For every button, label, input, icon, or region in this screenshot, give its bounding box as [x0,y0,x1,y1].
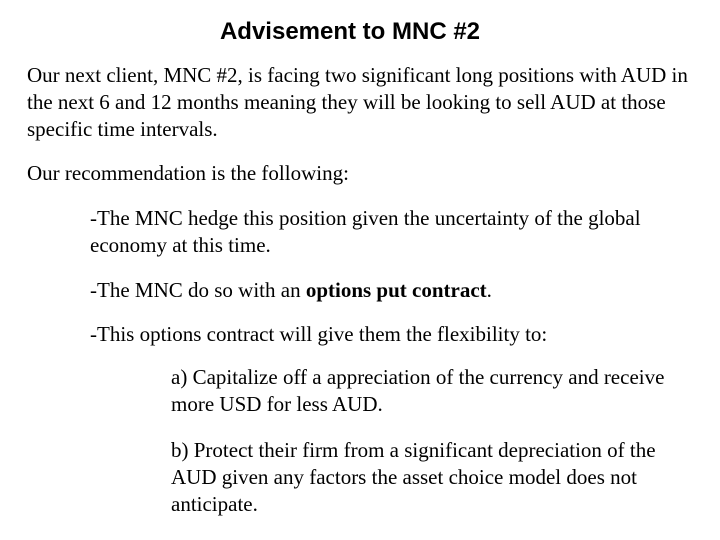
bullet-options-put [90,277,690,304]
options-put-contract-emphasis: options put contract [305,278,487,302]
bullet-flexibility: -This options contract will give them the flexibility to: [90,322,548,346]
sub-point-a: a) Capitalize off a appreciation of the currency and receive more USD for less AUD. [171,365,665,416]
bullet-hedge-position: -The MNC hedge this position given the uncertainty of the global economy at this time. [90,206,641,257]
recommendation-lead: Our recommendation is the following: [27,161,349,185]
bullet-options-put-prefix: -The MNC do so with an [90,278,306,302]
sub-point-b: b) Protect their firm from a significant depreciation of the AUD given any factors the asset choice model does not anticipate. [171,438,656,516]
slide-title: Advisement to MNC #2 [219,18,481,45]
intro-paragraph: Our next client, MNC #2, is facing two significant long positions with AUD in the next 6 and 12 months meaning they will be looking to sell AUD at those specific time intervals. [27,63,688,141]
bullet-options-put-suffix: . [486,278,492,302]
